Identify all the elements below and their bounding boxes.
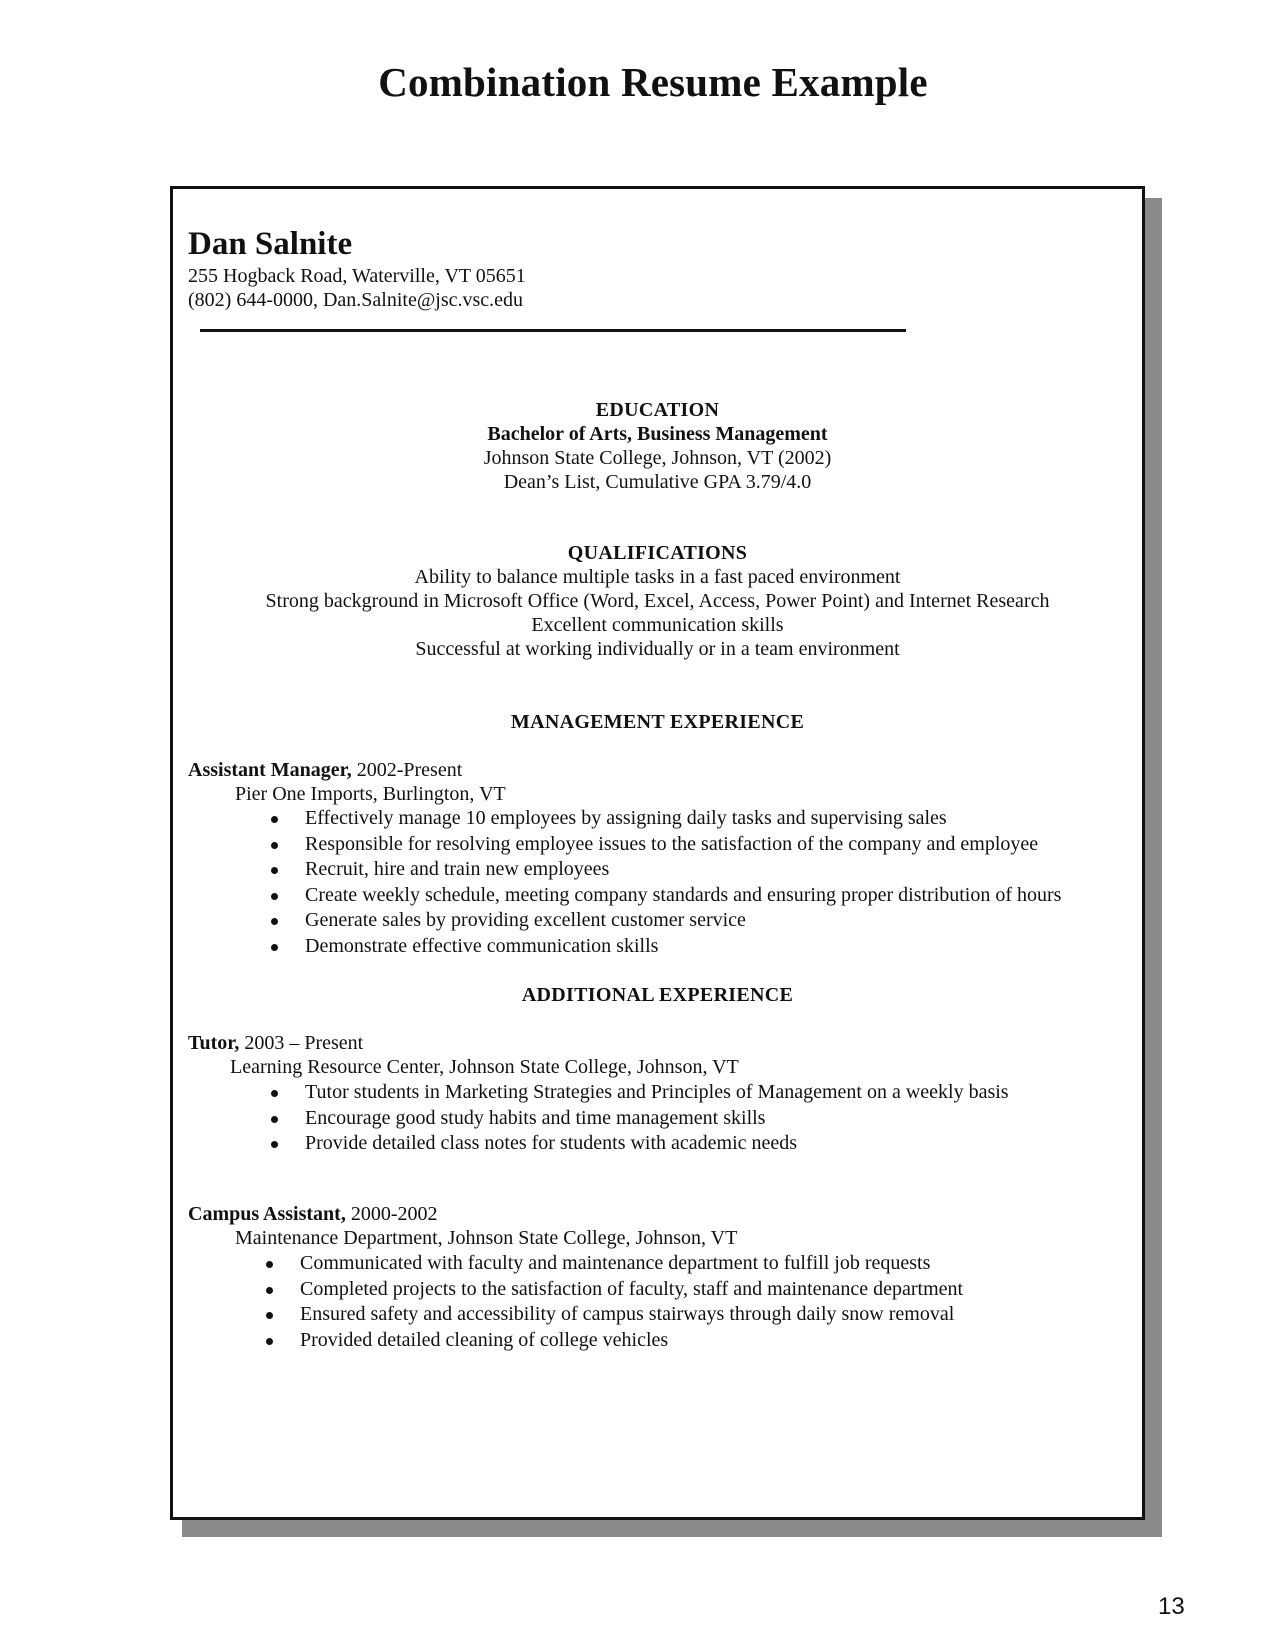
bullet-icon [271, 1141, 278, 1148]
bullet-icon [271, 944, 278, 951]
bullet-icon [271, 1090, 278, 1097]
bullet-icon [266, 1338, 273, 1345]
job-dates: 2003 – Present [239, 1032, 364, 1054]
job-employer: Maintenance Department, Johnson State College, Johnson, VT [235, 1227, 738, 1249]
bullet-icon [271, 1116, 278, 1123]
header-divider [200, 329, 906, 332]
job-title: Campus Assistant, [188, 1203, 346, 1225]
list-item: Responsible for resolving employee issues to the satisfaction of the company and employee [271, 832, 1061, 858]
job-title: Tutor, [188, 1032, 240, 1054]
qualification-item: Strong background in Microsoft Office (Word, Excel, Access, Power Point) and Internet Research [265, 590, 1050, 612]
education-heading: EDUCATION [595, 399, 720, 421]
list-item: Communicated with faculty and maintenance department to fulfill job requests [266, 1251, 963, 1277]
list-item: Encourage good study habits and time management skills [271, 1106, 1009, 1132]
list-item: Recruit, hire and train new employees [271, 857, 1061, 883]
qualifications-heading: QUALIFICATIONS [567, 542, 748, 564]
list-item: Ensured safety and accessibility of campus stairways through daily snow removal [266, 1302, 963, 1328]
qualification-item: Successful at working individually or in a team environment [415, 638, 900, 660]
job-employer: Learning Resource Center, Johnson State College, Johnson, VT [230, 1056, 739, 1078]
job-duties-list [271, 806, 1061, 959]
additional-experience-heading: ADDITIONAL EXPERIENCE [521, 984, 794, 1006]
job-title-line [188, 1031, 363, 1055]
job-duties-list [271, 1080, 1009, 1157]
bullet-icon [271, 893, 278, 900]
job-title-line [188, 1202, 438, 1226]
list-item: Provide detailed class notes for students with academic needs [271, 1131, 1009, 1157]
page-title: Combination Resume Example [378, 59, 928, 105]
job-duties-list [266, 1251, 963, 1353]
address-line: 255 Hogback Road, Waterville, VT 05651 [188, 265, 526, 287]
education-honors: Dean’s List, Cumulative GPA 3.79/4.0 [503, 471, 812, 493]
job-title-line [188, 758, 462, 782]
list-item: Tutor students in Marketing Strategies and Principles of Management on a weekly basis [271, 1080, 1009, 1106]
applicant-name: Dan Salnite [188, 226, 353, 262]
list-item: Demonstrate effective communication skills [271, 934, 1061, 960]
bullet-icon [271, 918, 278, 925]
job-dates: 2002-Present [351, 759, 463, 781]
bullet-icon [271, 867, 278, 874]
list-item: Effectively manage 10 employees by assigning daily tasks and supervising sales [271, 806, 1061, 832]
management-experience-heading: MANAGEMENT EXPERIENCE [510, 711, 805, 733]
list-item: Provided detailed cleaning of college vehicles [266, 1328, 963, 1354]
bullet-icon [266, 1287, 273, 1294]
bullet-icon [266, 1312, 273, 1319]
list-item: Create weekly schedule, meeting company standards and ensuring proper distribution of hours [271, 883, 1061, 909]
job-title: Assistant Manager, [188, 759, 352, 781]
bullet-icon [271, 816, 278, 823]
bullet-icon [271, 842, 278, 849]
page-number: 13 [1158, 1593, 1185, 1620]
list-item: Generate sales by providing excellent customer service [271, 908, 1061, 934]
job-employer: Pier One Imports, Burlington, VT [235, 783, 506, 805]
job-dates: 2000-2002 [345, 1203, 438, 1225]
qualification-item: Excellent communication skills [531, 614, 784, 636]
list-item: Completed projects to the satisfaction of faculty, staff and maintenance department [266, 1277, 963, 1303]
phone-email-line: (802) 644-0000, Dan.Salnite@jsc.vsc.edu [188, 289, 524, 311]
education-school: Johnson State College, Johnson, VT (2002) [483, 447, 832, 469]
bullet-icon [266, 1261, 273, 1268]
qualification-item: Ability to balance multiple tasks in a fast paced environment [414, 566, 901, 588]
education-degree: Bachelor of Arts, Business Management [487, 423, 828, 445]
